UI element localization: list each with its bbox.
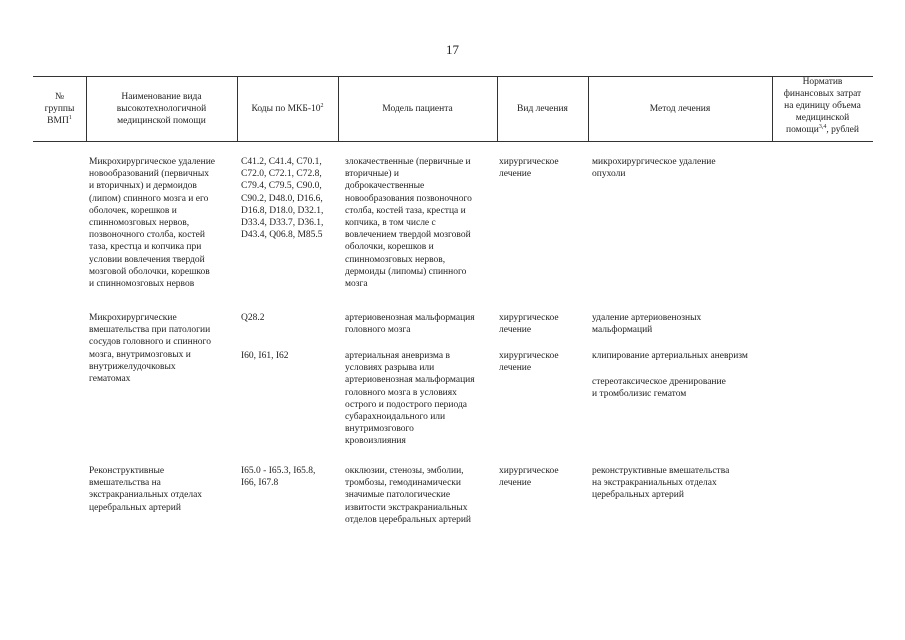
row-treatment-type: хирургическое лечение bbox=[499, 157, 559, 180]
row-treatment-method: клипирование артериальных аневризм bbox=[592, 351, 748, 361]
row-treatment-method: микрохирургическое удаление опухоли bbox=[592, 157, 716, 180]
row-patient-model: злокачественные (первичные и вторичные) и доброкачественные новообразования позвоночного столба, костей таза, крестца и копчика, в том числе с вовлечением твердой мозговой оболочки, корешков и спинномозговых нервов, дермоиды (липомы) спинного мозга bbox=[345, 157, 472, 290]
row-treatment-type: хирургическое лечение bbox=[499, 351, 559, 374]
row-icd-codes: Q28.2 bbox=[241, 313, 265, 323]
row-care-type-name: Микрохирургические вмешательства при патологии сосудов головного и спинного мозга, внутримозговых и внутрижелудочковых гематомах bbox=[89, 313, 211, 385]
row-patient-model: артериальная аневризма в условиях разрыва или артериовенозная мальформация головного мозга в условиях острого и подострого периода субарахноидального или внутримозгового кровоизлияния bbox=[345, 351, 475, 447]
header-icd-codes: Коды по МКБ-$10^2$ bbox=[251, 102, 324, 114]
row-care-type-name: Микрохирургическое удаление новообразований (первичных и вторичных) и дермоидов (липом) спинного мозга и его оболочек, корешков и спинномозговых нервов, позвоночного столба, костей таза, крестца и копчика при условии вовлечения твердой мозговой оболочки, корешков и спинномозговых нервов bbox=[89, 157, 216, 290]
row-icd-codes: C41.2, C41.4, C70.1, C72.0, C72.1, C72.8, C79.4, C79.5, C90.0, C90.2, D48.0, D16.6, D16.8, D18.0, D32.1, D33.4, D33.7, D36.1, D43.4, Q06.8, M85.5 bbox=[241, 157, 324, 241]
page-number: 17 bbox=[446, 42, 459, 57]
row-treatment-type: хирургическое лечение bbox=[499, 313, 559, 336]
header-group-number: № группы ВМП$^1$ bbox=[44, 91, 75, 126]
row-patient-model: окклюзии, стенозы, эмболии, тромбозы, гемодинамически значимые патологические извитости экстракраниальных отделов церебральных артерий bbox=[345, 466, 471, 525]
row-treatment-type: хирургическое лечение bbox=[499, 466, 559, 489]
row-treatment-method: реконструктивные вмешательства на экстракраниальных отделах церебральных артерий bbox=[592, 466, 730, 501]
header-treatment-type: Вид лечения bbox=[517, 103, 568, 114]
row-treatment-method: удаление артериовенозных мальформаций bbox=[592, 313, 702, 336]
header-treatment-method: Метод лечения bbox=[649, 103, 711, 114]
row-treatment-method: стереотаксическое дренирование и тромболизис гематом bbox=[592, 377, 726, 400]
header-cost-norm: Норматив финансовых затрат на единицу объема медицинской помощи$^{3,4}$, рублей bbox=[783, 77, 862, 135]
row-patient-model: артериовенозная мальформация головного мозга bbox=[345, 313, 475, 336]
row-care-type-name: Реконструктивные вмешательства на экстракраниальных отделах церебральных артерий bbox=[89, 466, 203, 513]
header-bottom-rule bbox=[33, 141, 873, 142]
row-icd-codes: I60, I61, I62 bbox=[241, 351, 289, 361]
header-care-type-name: Наименование вида высокотехнологичной медицинской помощи bbox=[116, 91, 207, 126]
row-icd-codes: I65.0 - I65.3, I65.8, I66, I67.8 bbox=[241, 466, 316, 489]
header-patient-model: Модель пациента bbox=[382, 103, 453, 114]
